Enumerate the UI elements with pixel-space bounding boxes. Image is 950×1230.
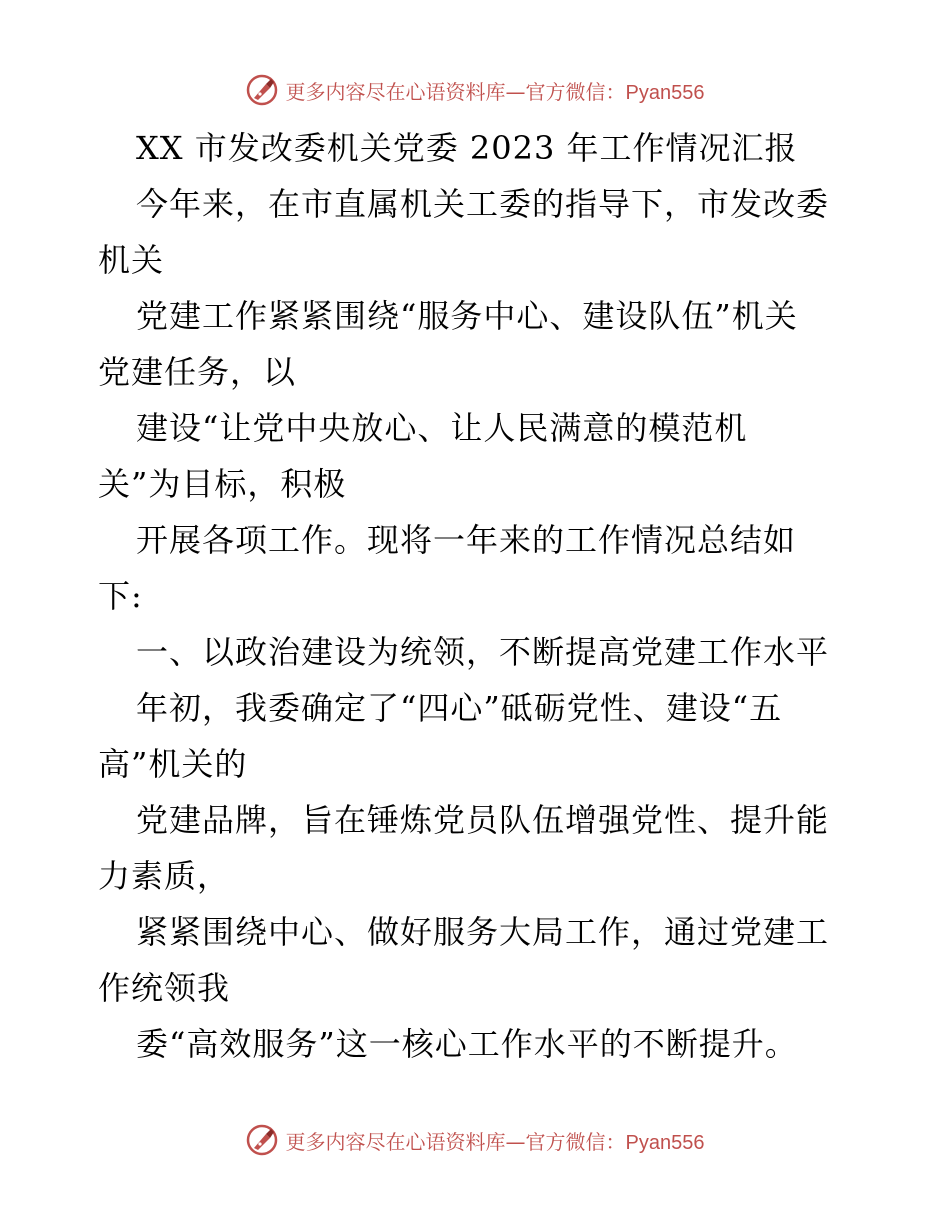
document-body: [98, 120, 858, 1072]
document-title: XX 市发改委机关党委 2023 年工作情况汇报: [136, 129, 798, 167]
body-text-line: 建设“让党中央放心、让人民满意的模范机: [136, 409, 748, 447]
body-text-line: 党建工作紧紧围绕“服务中心、建设队伍”机关: [136, 297, 798, 335]
body-text-line: 机关: [98, 241, 165, 279]
body-text-line: 党建任务，以: [98, 353, 297, 391]
body-text-line: 紧紧围绕中心、做好服务大局工作，通过党建工: [136, 913, 830, 951]
watermark-footer: [0, 1120, 950, 1160]
watermark-text: 更多内容尽在心语资料库—官方微信：Pyan556: [285, 1129, 705, 1154]
body-text-line: 党建品牌，旨在锤炼党员队伍增强党性、提升能: [136, 801, 830, 839]
body-text-line: 今年来，在市直属机关工委的指导下，市发改委: [136, 185, 830, 223]
pen-nib-logo-icon: [246, 1124, 278, 1156]
body-text-line: 关”为目标，积极: [98, 465, 347, 503]
body-text-line: 一、以政治建设为统领，不断提高党建工作水平: [136, 633, 830, 671]
body-text-line: 力素质，: [98, 857, 231, 895]
body-text-line: 高”机关的: [98, 745, 248, 783]
body-text-line: 开展各项工作。现将一年来的工作情况总结如: [136, 521, 797, 559]
body-text-line: 年初，我委确定了“四心”砥砺党性、建设“五: [136, 689, 783, 727]
watermark-text: 更多内容尽在心语资料库—官方微信：Pyan556: [285, 79, 705, 104]
pen-nib-logo-icon: [246, 74, 278, 106]
body-text-line: 下:: [98, 577, 143, 615]
watermark-header: [0, 70, 950, 110]
body-text-line: 作统领我: [98, 969, 231, 1007]
body-text-line: 委“高效服务”这一核心工作水平的不断提升。: [136, 1025, 798, 1063]
